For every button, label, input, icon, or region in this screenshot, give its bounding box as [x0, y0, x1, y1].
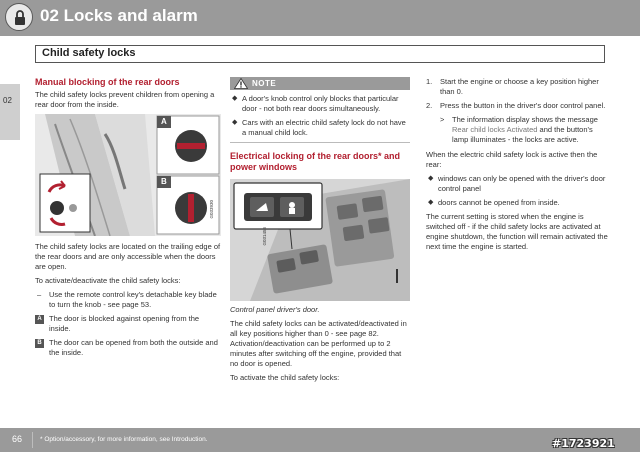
badge-b: B	[35, 339, 44, 348]
section-title-box	[35, 45, 605, 63]
instruction-step	[35, 290, 221, 310]
section-title: Child safety locks	[42, 47, 136, 59]
footnote: * Option/accessory, for more information, see Introduction.	[40, 436, 208, 443]
step-item	[426, 101, 608, 111]
position-a-item	[35, 314, 221, 334]
warning-icon	[234, 78, 248, 92]
activate-electrical-instruction: To activate the child safety locks:	[230, 373, 340, 382]
note-bar	[230, 77, 410, 90]
rear-door-lock-figure	[35, 114, 221, 236]
step-text: Start the engine or choose a key position higher than 0.	[440, 77, 599, 96]
bullet-mark: ◆	[428, 199, 434, 206]
bullet-mark: ◆	[232, 95, 238, 102]
page-footer	[0, 428, 640, 452]
position-b-item	[35, 338, 221, 358]
footer-divider	[32, 432, 33, 448]
position-b-text: The door can be opened from both the outside and the inside.	[49, 338, 218, 357]
result-text-pre: The information display shows the message	[452, 115, 598, 124]
effect-item	[426, 198, 608, 208]
driver-door-panel-figure	[230, 179, 410, 301]
active-lock-intro: When the electric child safety lock is active then the rear:	[426, 150, 598, 169]
column-1	[35, 77, 221, 362]
column-3	[426, 77, 608, 256]
figure-code: G031456	[262, 227, 267, 246]
instruction-step-text: Use the remote control key's detachable key blade to turn the knob - see page 53.	[49, 290, 217, 309]
manual-blocking-intro: The child safety locks prevent children from opening a rear door from the inside.	[35, 90, 215, 109]
dash-mark: –	[37, 290, 42, 299]
step-item	[426, 77, 608, 97]
bullet-mark: ◆	[232, 119, 238, 126]
display-message: Rear child locks Activated	[452, 125, 538, 134]
bullet-mark: ◆	[428, 175, 434, 182]
step-number: 2.	[426, 101, 433, 110]
note-item-text: Cars with an electric child safety lock do not have a manual child lock.	[242, 118, 406, 137]
note-label: NOTE	[252, 79, 277, 88]
figure-code: G033930	[209, 200, 214, 219]
note-item	[230, 118, 410, 138]
lock-icon	[5, 3, 33, 31]
setting-stored-text: The current setting is stored when the engine is switched off - if the child safety locks are activated at engine shutdown, the function will remain activated the next time the engine is started.	[426, 212, 608, 251]
control-panel-illustration	[230, 179, 410, 301]
position-a-text: The door is blocked against opening from the inside.	[49, 314, 200, 333]
note-item	[230, 94, 410, 114]
rear-door-lock-illustration	[35, 114, 221, 236]
side-tab-label: 02	[3, 96, 12, 105]
note-divider	[230, 142, 410, 143]
effect-item	[426, 174, 608, 194]
step-text: Press the button in the driver's door control panel.	[440, 101, 606, 110]
chapter-side-tab	[0, 84, 20, 140]
step-result	[426, 115, 608, 145]
page-number: 66	[12, 434, 23, 444]
column-2	[230, 77, 410, 387]
effect-item-text: windows can only be opened with the driver's door control panel	[438, 174, 606, 193]
lock-location-text: The child safety locks are located on the trailing edge of the rear doors and are only accessible when the doors are open.	[35, 242, 221, 271]
figure-badge-a: A	[161, 117, 167, 126]
step-number: 1.	[426, 77, 433, 86]
electrical-locking-heading: Electrical locking of the rear doors* and power windows	[230, 151, 401, 172]
result-mark: >	[440, 115, 445, 124]
activation-info-text: The child safety locks can be activated/deactivated in all key positions higher than 0 - see page 82. Activation/deactivation can be performed up to 2 minutes after switching off the engine, provided that no door is opened.	[230, 319, 407, 368]
badge-a: A	[35, 315, 44, 324]
watermark: #1723921	[552, 437, 615, 450]
note-item-text: A door's knob control only blocks that particular door - not both rear doors simultaneously.	[242, 94, 399, 113]
figure-badge-b: B	[161, 177, 167, 186]
result-text-post: and the button's lamp illuminates - the locks are active.	[452, 125, 593, 144]
manual-blocking-heading: Manual blocking of the rear doors	[35, 77, 180, 87]
figure-caption: Control panel driver's door.	[230, 305, 320, 314]
effect-item-text: doors cannot be opened from inside.	[438, 198, 560, 207]
chapter-title: 02 Locks and alarm	[40, 6, 198, 25]
activate-instruction: To activate/deactivate the child safety locks:	[35, 276, 181, 285]
page-header	[0, 0, 640, 36]
